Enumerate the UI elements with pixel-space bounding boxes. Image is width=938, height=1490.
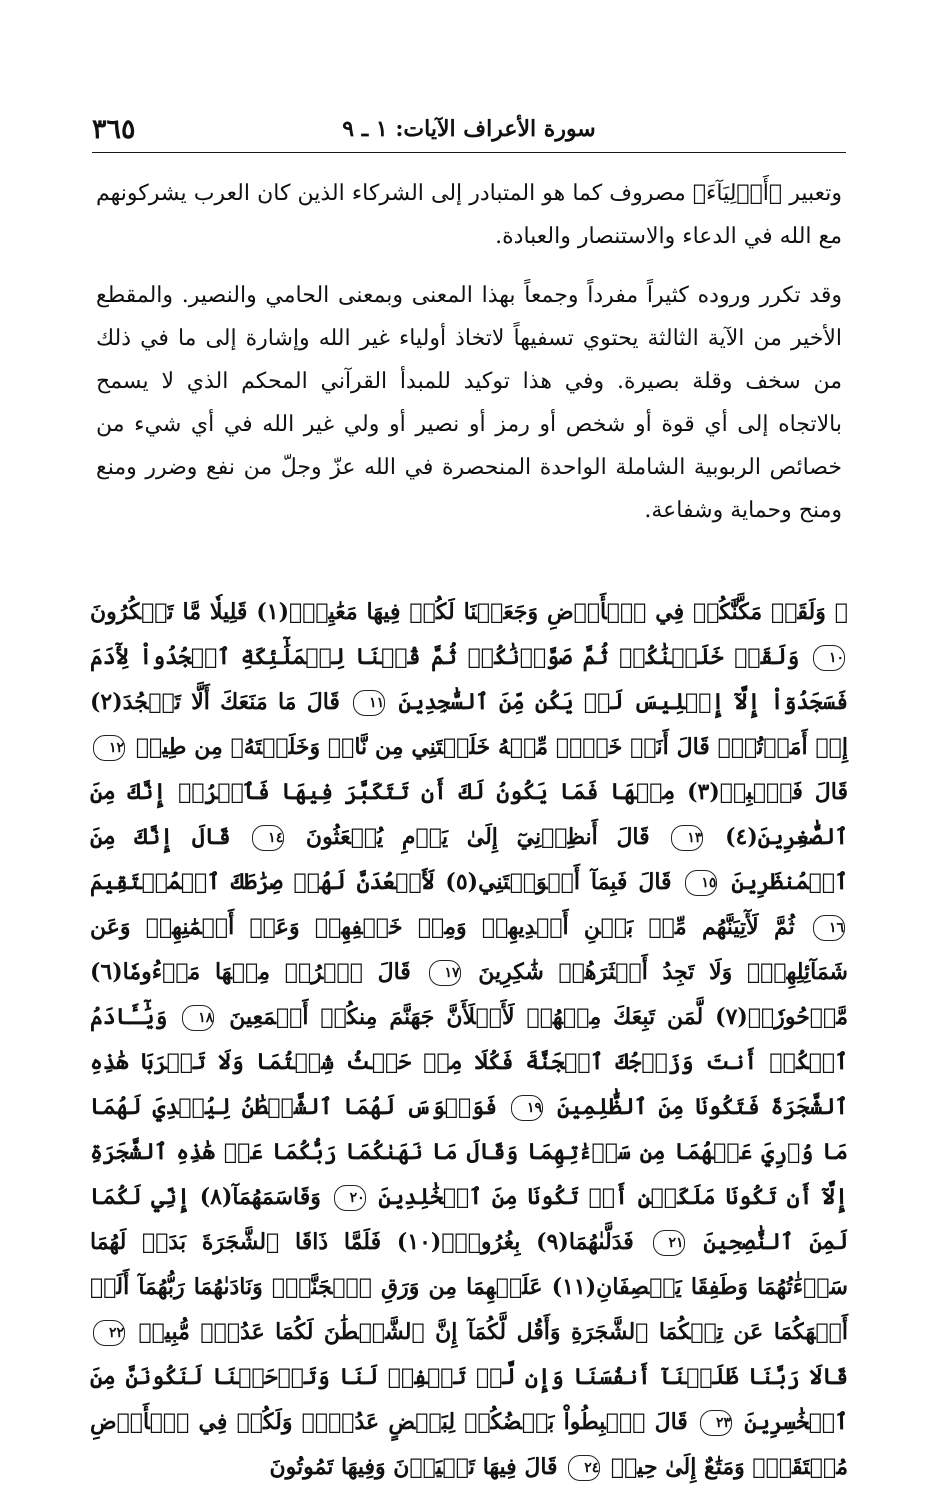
verse-text: فَوَسۡوَسَ لَهُمَا ٱلشَّيۡطَٰنُ لِيُبۡدِيَ لَهُمَا مَا وُۥرِيَ عَنۡهُمَا مِن سَوۡءَٰتِهِمَا وَقَالَ مَا نَهَىٰكُمَا رَبُّكُمَا عَنۡ هَٰذِهِ ٱلشَّجَرَةِ إِلَّآ أَن تَكُونَا مَلَكَيۡنِ أَوۡ تَكُونَا مِنَ ٱلۡخَٰلِدِينَ bbox=[90, 1094, 848, 1210]
ayah-number-marker: ٢٣ bbox=[700, 1410, 732, 1436]
ayah-number-marker: ١٨ bbox=[182, 1005, 214, 1031]
verse-text: قَالَ أَنظِرۡنِيٓ إِلَىٰ يَوۡمِ يُبۡعَثُونَ bbox=[305, 824, 650, 850]
verse-text: قَالَ فَٱهۡبِطۡ(٣) مِنۡهَا فَمَا يَكُونُ لَكَ أَن تَتَكَبَّرَ فِيهَا فَٱخۡرُجۡ إِنَّكَ مِنَ ٱلصَّٰغِرِينَ(٤) bbox=[90, 779, 848, 850]
ayah-number-marker: ١٧ bbox=[429, 960, 461, 986]
ayah-number-marker: ٢٠ bbox=[334, 1185, 366, 1211]
verse-text: ﴿ وَلَقَدۡ مَكَّنَّٰكُمۡ فِي ٱلۡأَرۡضِ وَجَعَلۡنَا لَكُمۡ فِيهَا مَعَٰيِشَۗ(١) قَلِيلٗا مَّا تَشۡكُرُونَ bbox=[90, 599, 848, 625]
verse-text: وَيَٰٓـَٔادَمُ ٱسۡكُنۡ أَنتَ وَزَوۡجُكَ ٱلۡجَنَّةَ فَكُلَا مِنۡ حَيۡثُ شِئۡتُمَا وَلَا تَقۡرَبَا هَٰذِهِ ٱلشَّجَرَةَ فَتَكُونَا مِنَ ٱلظَّٰلِمِينَ bbox=[90, 1004, 848, 1120]
page-header bbox=[92, 108, 846, 153]
ayah-number-marker: ٢٢ bbox=[93, 1320, 125, 1346]
ayah-number-marker: ١٢ bbox=[93, 735, 125, 761]
verse-text: وَلَقَدۡ خَلَقۡنَٰكُمۡ ثُمَّ صَوَّرۡنَٰكُمۡ ثُمَّ قُلۡنَا لِلۡمَلَٰٓئِكَةِ ٱسۡجُدُواْ لِأٓدَمَ فَسَجَدُوٓاْ إِلَّآ إِبۡلِيسَ لَمۡ يَكُن مِّنَ ٱلسَّٰجِدِينَ bbox=[90, 644, 848, 715]
verse-text: ثُمَّ لَأٓتِيَنَّهُم مِّنۢ بَيۡنِ أَيۡدِيهِمۡ وَمِنۡ خَلۡفِهِمۡ وَعَنۡ أَيۡمَٰنِهِمۡ وَعَن شَمَآئِلِهِمۡۖ وَلَا تَجِدُ أَكۡثَرَهُمۡ شَٰكِرِينَ bbox=[90, 914, 848, 985]
ayah-number-marker: ٢١ bbox=[653, 1230, 685, 1256]
verse-text: قَالَ فِيهَا تَحۡيَوۡنَ وَفِيهَا تَمُوتُونَ bbox=[269, 1454, 558, 1480]
ayah-number-marker: ١١ bbox=[353, 690, 385, 716]
verse-text: قَالَ فَبِمَآ أَغۡوَيۡتَنِي(٥) لَأَقۡعُدَنَّ لَهُمۡ صِرَٰطَكَ ٱلۡمُسۡتَقِيمَ bbox=[90, 869, 672, 895]
commentary-paragraph-2: وقد تكرر وروده كثيراً مفرداً وجمعاً بهذا المعنى وبمعنى الحامي والنصير. والمقطع الأخير من الآية الثالثة يحتوي تسفيهاً لاتخاذ أولياء غير الله وإشارة إلى ما في ذلك من سخف وقلة بصيرة. وفي هذا توكيد للمبدأ القرآني المحكم الذي لا يسمح بالاتجاه إلى أي قوة أو شخص أو رمز أو نصير أو ولي غير الله في أي شيء من خصائص الربوبية الشاملة الواحدة المنحصرة في الله عزّ وجلّ من نفع وضرر ومنع ومنح وحماية وشفاعة. bbox=[96, 283, 842, 523]
ayah-number-marker: ١٣ bbox=[671, 825, 703, 851]
commentary-text bbox=[96, 172, 842, 548]
ayah-number-marker: ١٠ bbox=[813, 645, 845, 671]
page-number: ٣٦٥ bbox=[92, 114, 136, 145]
ayah-number-marker: ٢٤ bbox=[568, 1455, 600, 1481]
ayah-number-marker: ١٦ bbox=[813, 915, 845, 941]
quran-verses bbox=[90, 590, 848, 1490]
running-title: سورة الأعراف الآيات: ١ ـ ٩ bbox=[342, 116, 596, 142]
ayah-number-marker: ١٤ bbox=[252, 825, 284, 851]
verse-text: قَالَا رَبَّنَا ظَلَمۡنَآ أَنفُسَنَا وَإِن لَّمۡ تَغۡفِرۡ لَنَا وَتَرۡحَمۡنَا لَنَكُونَنَّ مِنَ ٱلۡخَٰسِرِينَ bbox=[90, 1364, 848, 1435]
verse-text: وَقَاسَمَهُمَآ(٨) إِنِّي لَكُمَا لَمِنَ ٱلنَّٰصِحِينَ bbox=[90, 1184, 849, 1255]
verse-text: فَدَلَّىٰهُمَا(٩) بِغُرُورٖۚ(١٠) فَلَمَّا ذَاقَا ٱلشَّجَرَةَ بَدَتۡ لَهُمَا سَوۡءَٰتُهُمَا وَطَفِقَا يَخۡصِفَانِ(١١) عَلَيۡهِمَا مِن وَرَقِ ٱلۡجَنَّةِۖ وَنَادَىٰهُمَا رَبُّهُمَآ أَلَمۡ أَنۡهَكُمَا عَن تِلۡكُمَا ٱلشَّجَرَةِ وَأَقُل لَّكُمَآ إِنَّ ٱلشَّيۡطَٰنَ لَكُمَا عَدُوّٞ مُّبِينٞ bbox=[90, 1229, 848, 1345]
ayah-number-marker: ١٥ bbox=[685, 870, 717, 896]
verse-text: قَالَ ٱهۡبِطُواْ بَعۡضُكُمۡ لِبَعۡضٍ عَدُوّٞۖ وَلَكُمۡ فِي ٱلۡأَرۡضِ مُسۡتَقَرّٞ وَمَتَٰعٌ إِلَىٰ حِينٖ bbox=[90, 1409, 848, 1480]
verse-text: قَالَ ٱخۡرُجۡ مِنۡهَا مَذۡءُومٗا(٦) مَّدۡحُورٗاۖ(٧) لَّمَن تَبِعَكَ مِنۡهُمۡ لَأَمۡلَأَنَّ جَهَنَّمَ مِنكُمۡ أَجۡمَعِينَ bbox=[90, 959, 848, 1030]
verse-text: قَالَ مَا مَنَعَكَ أَلَّا تَسۡجُدَ(٢) إِذۡ أَمَرۡتُكَۖ قَالَ أَنَا۠ خَيۡرٞ مِّنۡهُ خَلَقۡتَنِي مِن نَّارٖ وَخَلَقۡتَهُۥ مِن طِينٖ bbox=[90, 689, 848, 760]
verse-text: قَالَ إِنَّكَ مِنَ ٱلۡمُنظَرِينَ bbox=[90, 824, 848, 895]
ayah-number-marker: ١٩ bbox=[511, 1095, 543, 1121]
commentary-paragraph-1: وتعبير ﴿أَوۡلِيَآءَ﴾ مصروف كما هو المتبادر إلى الشركاء الذين كان العرب يشركونهم مع الله في الدعاء والاستنصار والعبادة. bbox=[96, 181, 842, 249]
